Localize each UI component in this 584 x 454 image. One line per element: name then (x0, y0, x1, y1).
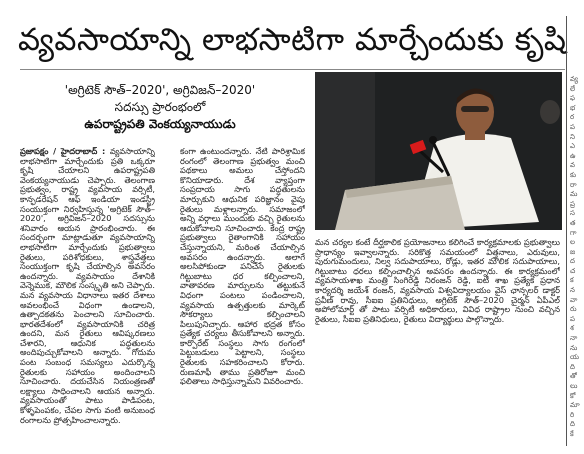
margin-fragment: రా (570, 180, 577, 189)
margin-fragment: మా (570, 401, 580, 410)
margin-fragment: వా (570, 295, 578, 304)
headline: వ్యవసాయాన్ని లాభసాటిగా మార్చేందుకు కృషి (18, 22, 567, 58)
margin-fragment: ప (570, 314, 575, 323)
margin-fragment: ఫ (570, 94, 575, 103)
margin-fragment: నా (570, 334, 578, 343)
margin-fragment: శ (570, 324, 574, 333)
margin-fragment: మ (570, 190, 578, 199)
margin-fragment: క (570, 276, 574, 285)
dateline: ప్రజాపక్షం / హైదరాబాద్ : (20, 147, 106, 156)
subheading (20, 82, 300, 133)
margin-fragment: గా (570, 228, 577, 237)
adjacent-article-strip (570, 75, 584, 445)
margin-fragment: రి (570, 410, 575, 419)
margin-fragment: వ్య (570, 75, 579, 83)
article-text-col-1: వ్యవసాయాన్ని లాభసాటిగా మార్చేందుకు ప్రతి ఒక్కరూ కృషి చేయాలని ఉపరాష్ట్రపతి వెంకయ్యనాయుడు చెప్పారు. తెలంగాణ ప్రభుత్వం, రాష్ట్ర వ్యవసాయ వర్సిటీ, కాన్ఫడరేషన్ ఆఫ్ ఇండియా ఇండస్ట్రీ సంయుక్తంగా నిర్వహిస్తున్న 'అగ్రిటెక్ సౌత్–2020', అగ్రివిజన్–2020 సదస్సును శనివారం ఆయన ప్రారంభించారు. ఈ సందర్భంగా మాట్లాడుతూ వ్యవసాయాన్ని లాభసాటిగా మార్చేందుకు ప్రభుత్వాలు రైతులు, పరిశోధకులు, శాస్త్రవేత్తలు సంయుక్తంగా కృషి చేయాల్సిన అవసరం ఉందన్నారు. వ్యవసాయం దేశానికి వెన్నెముక, మౌలిక సంస్కృతి అని చెప్పారు. మన వ్యవసాయ విధానాలు ఇతర దేశాలు అవలంభించే విధంగా ఉండాలని, ఉత్పాదకతను పెంచాలని సూచించారు. భారతదేశంలో వ్యవసాయానికి చరిత్ర ఉందని, మన రైతులు ఆవిష్కరణలు చేశారని, ఆధునిక పద్ధతులను అందిపుచ్చుకోవాలని అన్నారు. గోదుమ పంట సంబంధ సమస్యలు ఎదుర్కొన్న రైతులకు సహాయం అందించాలని సూచించారు. దయచేసిన నియంత్రణతో లక్ష్యాలు సాధించాలని ఆయన అన్నారు. వ్యవసాయంతో పాటు పాడిపంట, కోళ్ళపెంపకం, చేపల సాగు వంటి అనుబంధ రంగాలను ప్రోత్సహించాలన్నారు. (20, 147, 155, 425)
margin-fragment: ది (570, 420, 575, 429)
subheading-line-3: ఉపరాష్ట్రపతి వెంకయ్యనాయుడు (84, 117, 236, 131)
margin-fragment: లే (570, 84, 575, 93)
subheading-line-1: 'అగ్రిటెక్ సౌత్–2020', అగ్రివిజన్–2020' (64, 83, 256, 97)
margin-fragment: ను (570, 343, 578, 352)
margin-fragment: ది (570, 362, 575, 371)
margin-fragment: జ (570, 247, 576, 256)
article-column-2 (180, 147, 305, 443)
margin-fragment: లు (570, 382, 578, 390)
margin-fragment: ప (570, 122, 575, 131)
column-divider (566, 16, 567, 446)
headline-divider (20, 69, 565, 70)
speaker-figure-icon (315, 72, 562, 230)
margin-fragment: న (570, 286, 575, 295)
margin-fragment: తో (570, 372, 577, 381)
margin-fragment: ర (570, 113, 575, 122)
margin-fragment: కు (570, 170, 577, 179)
article-text-col-3: మన చర్యల కంటే దీర్ఘకాలిక ప్రయోజనాలు కలిగించే కార్యక్రమాలకు ప్రభుత్వాలు ప్రాధాన్యం ఇవ్వాలన్నారు. సరికొత్త సమయంలో విత్తనాలు, ఎరువులు, పురుగుమందులు, నిల్వ సదుపాయాలు, రోడ్లు, ఇతర మౌలిక సదుపాయాలు, గిట్టుబాటు ధరలు కల్పించాల్సిన అవసరం ఉందన్నారు. ఈ కార్యక్రమంలో వ్యవసాయశాఖ మంత్రి సింగిరెడ్డి నిరంజన్ రెడ్డి, ఐటి శాఖ ప్రత్యేక ప్రధాన కార్యదర్శి జయేశ్ రంజన్, వ్యవసాయ విశ్వవిద్యాలయం వైస్ ఛాన్సలర్ డాక్టర్ ప్రవీణ్ రావు, సీఐఐ ప్రతినిధులు, అగ్రిటెక్ సౌత్–2020 చైర్మన్ ఏపీఎల్ అపోలోమార్ట్ తో పాటు వర్సిటీ అధికారులు, వివిధ రాష్ట్రాల నుంచి వచ్చిన రైతులు, సీఐఐ ప్రతినిధులు, రైతులు విద్యార్థులు పాల్గొన్నారు. (315, 238, 560, 324)
margin-fragment: ల (570, 238, 575, 247)
margin-fragment: భ (570, 103, 576, 112)
margin-fragment: రు (570, 305, 577, 314)
margin-fragment: స (570, 209, 575, 218)
article-text-col-2: కంగా ఉంటుందన్నారు. నేటి పారిశ్రామిక రంగంలో తెలంగాణ ప్రభుత్వం మంచి పథకాలు అమలు చేస్తోందని కొనియాడారు. దేశ వ్యాప్తంగా సంప్రదాయ సాగు పద్ధతులను మార్చుకుని ఆధునిక పరిజ్ఞానం వైపు రైతులు మళ్లాలన్నారు. సమాజంలో అన్ని వర్గాలు ముందుకు వచ్చి రైతులను ఆదుకోవాలని సూచించారు. కేంద్ర రాష్ట్ర ప్రభుత్వాలు రైతాంగానికి సహాయం చేస్తున్నాయని, మరింత చేయాల్సిన అవసరం ఉందన్నారు. అలాగే అలసిపోకుండా పనిచేసే రైతులకు గిట్టుబాటు ధర కల్పించాలని, వాతావరణ మార్పులను తట్టుకునే విధంగా పంటలు పండించాలని, వ్యవసాయ ఉత్పత్తులకు మార్కెట్ సౌకర్యాలు కల్పించాలని పిలుపునిచ్చారు. ఆహార భద్రత కోసం ప్రత్యేక చర్యలు తీసుకోవాలని అన్నారు. కార్పొరేట్ సంస్థలు సాగు రంగంలో పెట్టుబడులు పెట్టాలని, సంస్థలు రైతులకు సహకరించాలని కోరారు. రుణమాఫీ తాము ప్రతిరోజూ మంచి ఫలితాలు సాధిస్తున్నామని వివరించారు. (180, 147, 305, 387)
margin-fragment: వ (570, 161, 575, 170)
margin-fragment: ని (570, 132, 575, 141)
margin-fragment: ప్ర (570, 199, 575, 208)
subheading-line-2: సదస్సు ప్రారంభంలో (114, 100, 206, 114)
margin-fragment: ఎ (570, 142, 575, 151)
article-column-1 (20, 147, 155, 443)
margin-fragment: ద (570, 257, 575, 266)
margin-fragment: ఉ (570, 151, 576, 160)
margin-fragment: య (570, 353, 580, 362)
margin-fragment: కో (570, 391, 576, 400)
margin-fragment: చ (570, 266, 576, 275)
article-column-3 (315, 238, 560, 444)
margin-fragment: కే (570, 429, 574, 438)
margin-fragment: త (570, 218, 576, 227)
news-photo (315, 72, 562, 230)
